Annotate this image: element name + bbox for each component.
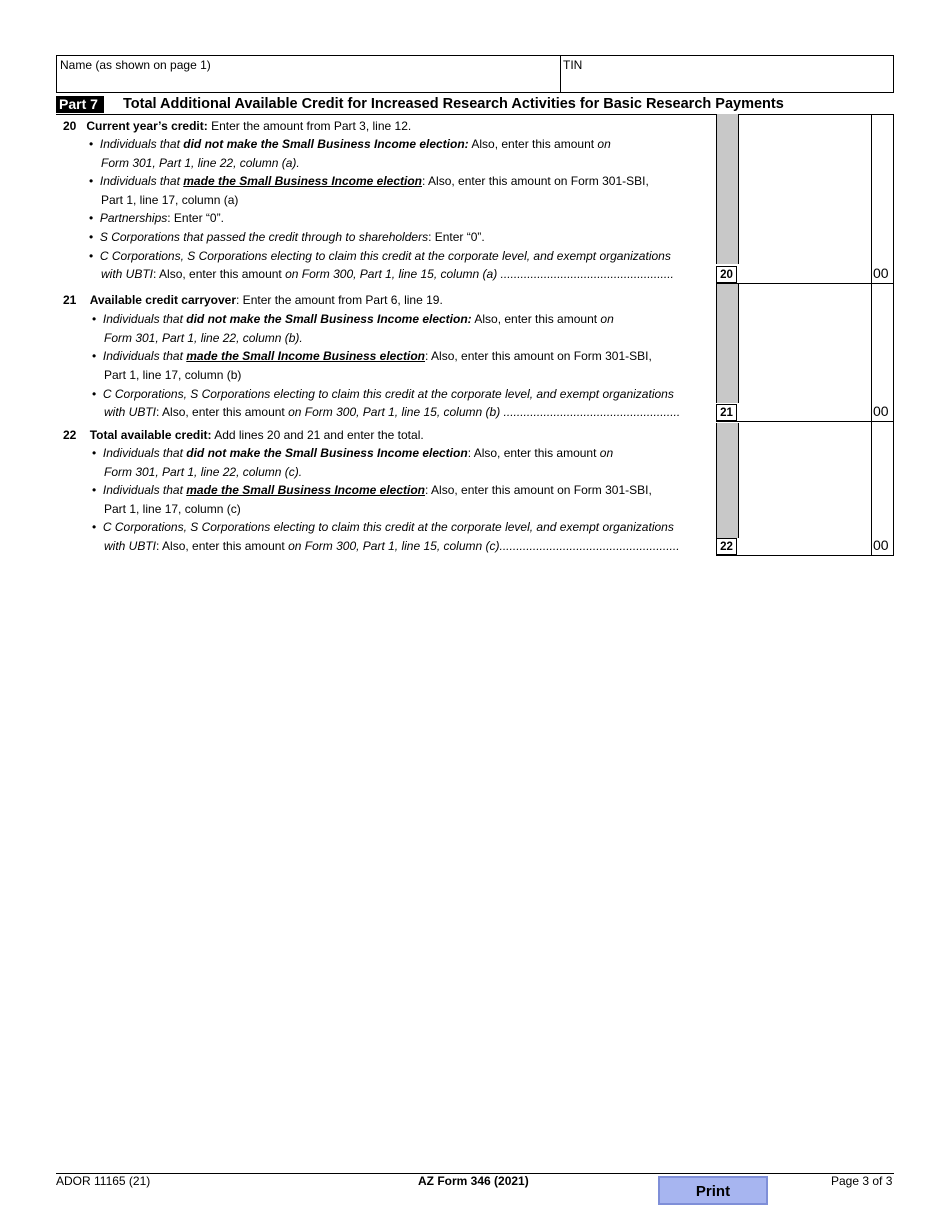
- cents-divider: [871, 114, 872, 556]
- text: made the Small Income Business election: [186, 349, 426, 363]
- text: : Also, enter this amount: [153, 267, 286, 281]
- line22-cents: 00: [871, 537, 894, 555]
- line22-box-number: 22: [716, 538, 737, 555]
- text: Individuals that: [102, 349, 187, 363]
- text: : Also, enter this amount: [156, 405, 289, 419]
- text: on: [599, 446, 614, 460]
- tin-field-cell: [560, 56, 893, 92]
- line20-bullet3: • Partnerships: Enter “0”.: [89, 211, 224, 225]
- name-input[interactable]: [60, 73, 517, 89]
- text: Form 301, Part 1, line 22, column (c).: [104, 465, 303, 479]
- line21-heading: [63, 291, 443, 310]
- text: made the Small Business Income election: [186, 483, 426, 497]
- text: Form 301, Part 1, line 22, column (b).: [104, 331, 303, 345]
- line20-bullet1: • Individuals that did not make the Small Business Income election: Also, enter this amount on: [89, 137, 611, 151]
- line22-heading-bold: Total available credit:: [89, 428, 212, 442]
- tin-input[interactable]: [563, 73, 867, 89]
- text: Also, enter this amount: [468, 137, 598, 151]
- line21-bullet1: • Individuals that did not make the Small Business Income election: Also, enter this amount on: [92, 312, 614, 326]
- line22-bullet2-cont: [104, 500, 241, 519]
- text: Individuals that: [102, 312, 187, 326]
- line22-bullet3: • C Corporations, S Corporations electing to claim this credit at the corporate level, and exempt organizations: [92, 520, 674, 534]
- text: with UBTI: [104, 539, 157, 553]
- footer-page-number: Page 3 of 3: [831, 1174, 893, 1188]
- text: Individuals that: [99, 174, 184, 188]
- line22-heading: [63, 426, 424, 445]
- line22-bullet1: • Individuals that did not make the Small Business Income election: Also, enter this amount on: [92, 446, 614, 460]
- text: on Form 300, Part 1, line 15, column (b) .....................................................: [288, 405, 681, 419]
- text: with UBTI: [104, 405, 157, 419]
- line21-bullet2-cont: [104, 366, 241, 385]
- line20-bullet4: • S Corporations that passed the credit through to shareholders: Enter “0”.: [89, 230, 485, 244]
- name-field-cell: [57, 56, 561, 92]
- line21-heading-text: : Enter the amount from Part 6, line 19.: [236, 293, 443, 307]
- text: C Corporations, S Corporations electing to claim this credit at the corporate level, and exempt organizations: [99, 249, 671, 263]
- text: Individuals that: [99, 137, 184, 151]
- line20-heading-text: Enter the amount from Part 3, line 12.: [207, 119, 412, 133]
- text: Individuals that: [102, 446, 187, 460]
- text: : Also, enter this amount: [467, 446, 600, 460]
- line21-bullet1-cont: [104, 329, 303, 348]
- line22-bullet3-cont: [104, 537, 680, 556]
- text: with UBTI: [101, 267, 154, 281]
- text: Part 1, line 17, column (c): [104, 502, 241, 516]
- text: : Also, enter this amount on Form 301-SBI,: [422, 174, 649, 188]
- part-title: Total Additional Available Credit for Increased Research Activities for Basic Research Payments: [123, 96, 784, 112]
- line22-bullet2: • Individuals that made the Small Business Income election: Also, enter this amount on Form 301-SBI,: [92, 483, 652, 497]
- line20-bullet5: • C Corporations, S Corporations electing to claim this credit at the corporate level, and exempt organizations: [89, 249, 671, 263]
- line20-bullet2: • Individuals that made the Small Business Income election: Also, enter this amount on Form 301-SBI,: [89, 174, 649, 188]
- text: Part 1, line 17, column (a): [101, 193, 239, 207]
- text: : Also, enter this amount on Form 301-SBI,: [425, 349, 652, 363]
- line20-amount-input[interactable]: [737, 266, 875, 284]
- text: : Enter “0”.: [167, 211, 224, 225]
- line20-shaded-column: [716, 114, 739, 264]
- tin-label: TIN: [563, 58, 583, 72]
- line21-amount-input[interactable]: [737, 404, 875, 422]
- line20-box-number: 20: [716, 266, 737, 283]
- text: Also, enter this amount: [471, 312, 601, 326]
- text: Partnerships: [99, 211, 168, 225]
- line21-bullet3-cont: [104, 403, 680, 422]
- text: Individuals that: [102, 483, 187, 497]
- text: C Corporations, S Corporations electing to claim this credit at the corporate level, and exempt organizations: [102, 387, 674, 401]
- text: Form 301, Part 1, line 22, column (a).: [101, 156, 300, 170]
- text: did not make the Small Business Income election:: [186, 312, 472, 326]
- line20-cents: 00: [871, 265, 894, 283]
- text: : Also, enter this amount on Form 301-SBI,: [425, 483, 652, 497]
- text: C Corporations, S Corporations electing to claim this credit at the corporate level, and exempt organizations: [102, 520, 674, 534]
- line22-number: 22: [63, 428, 77, 442]
- part-header: [56, 96, 894, 115]
- print-button[interactable]: Print: [658, 1176, 768, 1205]
- text: S Corporations that passed the credit through to shareholders: [99, 230, 429, 244]
- text: made the Small Business Income election: [183, 174, 423, 188]
- line20-bullet1-cont: [101, 154, 300, 173]
- text: did not make the Small Business Income election: [186, 446, 468, 460]
- line21-heading-bold: Available credit carryover: [89, 293, 237, 307]
- line21-bullet2: • Individuals that made the Small Income Business election: Also, enter this amount on Form 301-SBI,: [92, 349, 652, 363]
- text: on Form 300, Part 1, line 15, column (a) ....................................................: [285, 267, 674, 281]
- name-label: Name (as shown on page 1): [60, 58, 211, 72]
- text: on Form 300, Part 1, line 15, column (c)......................................................: [288, 539, 680, 553]
- line21-box-number: 21: [716, 404, 737, 421]
- line21-number: 21: [63, 293, 77, 307]
- part-tag: Part 7: [56, 96, 104, 113]
- line20-heading-bold: Current year’s credit:: [86, 119, 208, 133]
- line20-number: 20: [63, 119, 77, 133]
- text: : Also, enter this amount: [156, 539, 289, 553]
- header-box: [56, 55, 894, 93]
- right-border: [893, 114, 894, 556]
- line22-amount-input[interactable]: [737, 538, 875, 556]
- text: on: [600, 312, 614, 326]
- line20-heading: [63, 117, 411, 136]
- line22-bullet1-cont: [104, 463, 302, 482]
- text: did not make the Small Business Income election:: [183, 137, 469, 151]
- line21-shaded-column: [716, 284, 739, 403]
- footer-form-code: ADOR 11165 (21): [56, 1174, 151, 1188]
- text: : Enter “0”.: [428, 230, 485, 244]
- line22-heading-text: Add lines 20 and 21 and enter the total.: [211, 428, 424, 442]
- footer-form-title: AZ Form 346 (2021): [418, 1174, 529, 1188]
- line21-cents: 00: [871, 403, 894, 421]
- line22-shaded-column: [716, 423, 739, 538]
- line20-bullet5-cont: [101, 265, 674, 284]
- line21-bullet3: • C Corporations, S Corporations electing to claim this credit at the corporate level, and exempt organizations: [92, 387, 674, 401]
- text: Part 1, line 17, column (b): [104, 368, 242, 382]
- line20-bullet2-cont: [101, 191, 238, 210]
- text: on: [597, 137, 611, 151]
